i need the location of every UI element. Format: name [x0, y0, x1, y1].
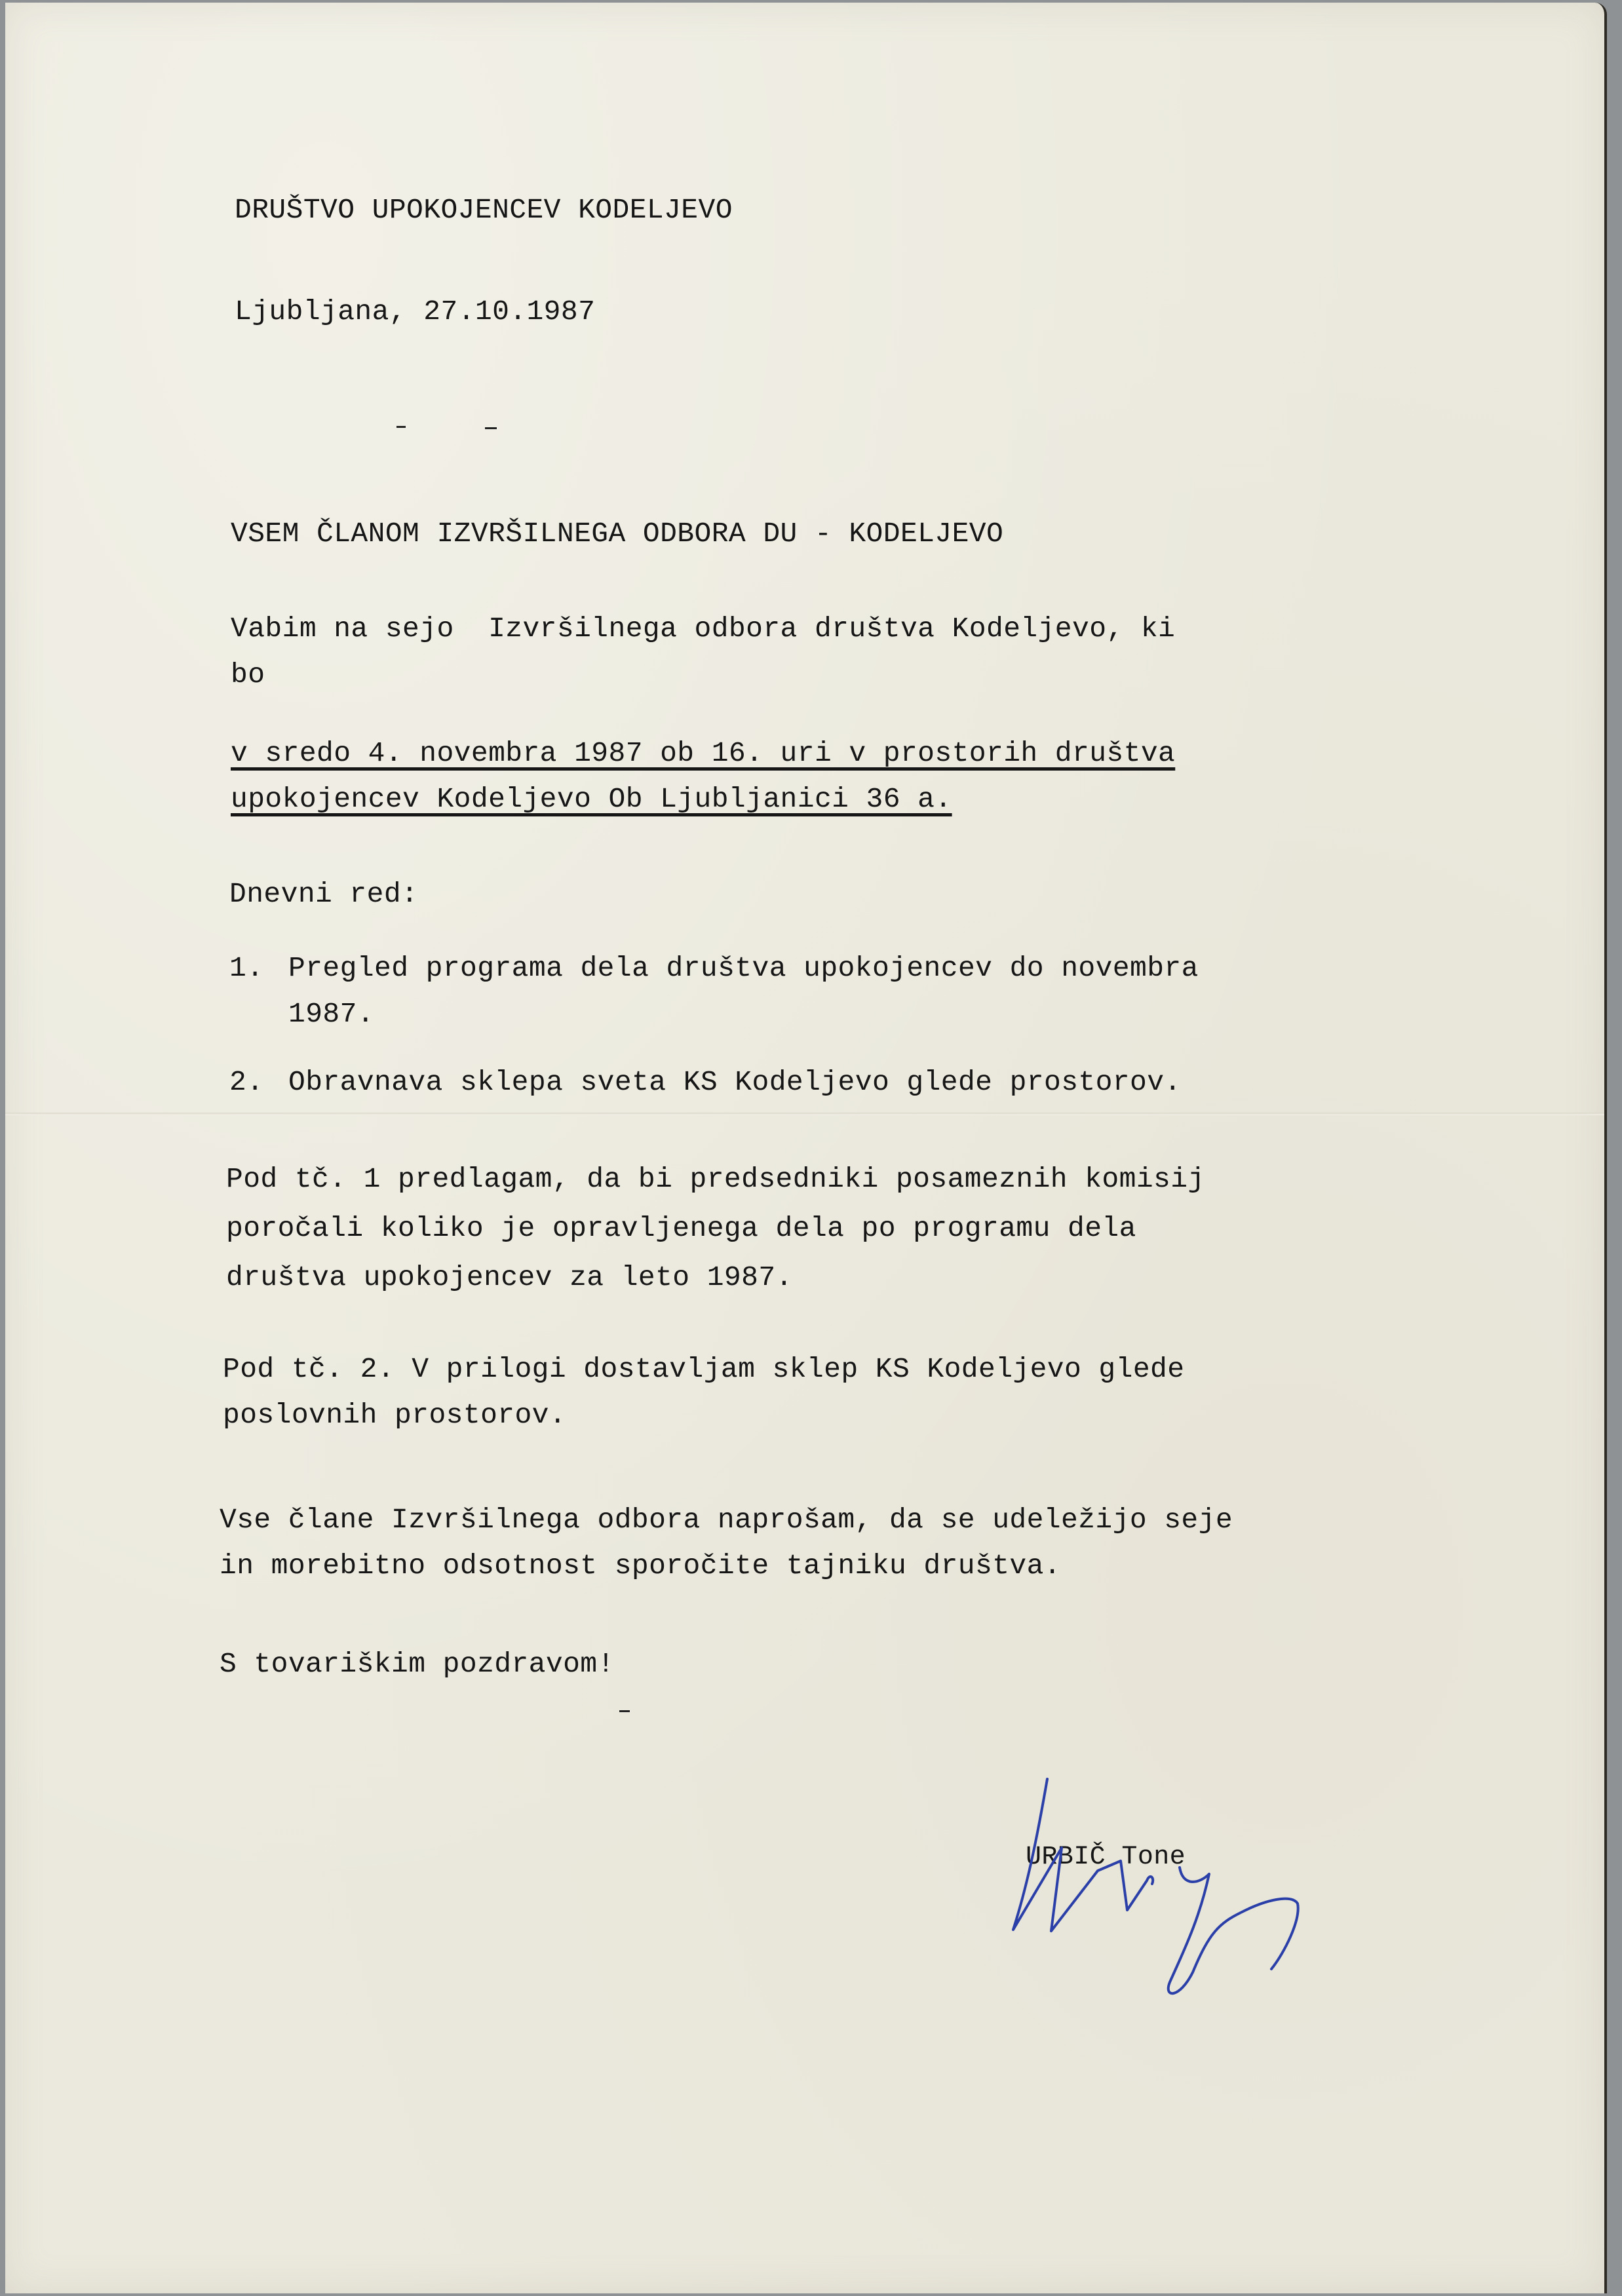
request-line-1: Vse člane Izvršilnega odbora naprošam, da se udeležijo seje	[220, 1504, 1233, 1536]
point-1-line-2: poročali koliko je opravljenega dela po programu dela	[226, 1212, 1136, 1244]
point-2-line-1: Pod tč. 2. V prilogi dostavljam sklep KS Kodeljevo glede	[223, 1353, 1185, 1385]
ink-speck	[485, 427, 497, 429]
fold-line	[5, 1113, 1604, 1115]
agenda-item-1-line-1: Pregled programa dela društva upokojencev do novembra	[288, 952, 1199, 984]
organization-header: DRUŠTVO UPOKOJENCEV KODELJEVO	[235, 194, 733, 226]
invitation-line-2: bo	[231, 659, 265, 691]
invitation-line-1: Vabim na sejo Izvršilnega odbora društva Kodeljevo, ki	[231, 613, 1176, 645]
addressee-line: VSEM ČLANOM IZVRŠILNEGA ODBORA DU - KODELJEVO	[231, 518, 1004, 550]
signature-stroke	[1013, 1779, 1153, 1931]
agenda-item-1-line-2: 1987.	[288, 998, 375, 1030]
place-date: Ljubljana, 27.10.1987	[235, 296, 596, 328]
agenda-item-2-number: 2.	[229, 1066, 264, 1098]
meeting-details-line-1: v sredo 4. novembra 1987 ob 16. uri v prostorih društva	[231, 737, 1176, 769]
ink-speck	[396, 426, 406, 428]
ink-speck	[619, 1710, 630, 1712]
signatory-name: URBIČ Tone	[1026, 1843, 1186, 1872]
point-1-line-3: društva upokojencev za leto 1987.	[226, 1261, 793, 1293]
meeting-details-line-2: upokojencev Kodeljevo Ob Ljubljanici 36 a.	[231, 783, 952, 815]
agenda-item-2-line-1: Obravnava sklepa sveta KS Kodeljevo glede prostorov.	[288, 1066, 1182, 1098]
signature-stroke	[1168, 1867, 1298, 1993]
handwritten-signature	[983, 1756, 1475, 2005]
point-2-line-2: poslovnih prostorov.	[223, 1399, 567, 1431]
agenda-title: Dnevni red:	[229, 878, 419, 910]
request-line-2: in morebitno odsotnost sporočite tajniku društva.	[220, 1550, 1062, 1582]
closing-salutation: S tovariškim pozdravom!	[220, 1648, 615, 1680]
point-1-line-1: Pod tč. 1 predlagam, da bi predsedniki posameznih komisij	[226, 1163, 1205, 1195]
agenda-item-1-number: 1.	[229, 952, 264, 984]
